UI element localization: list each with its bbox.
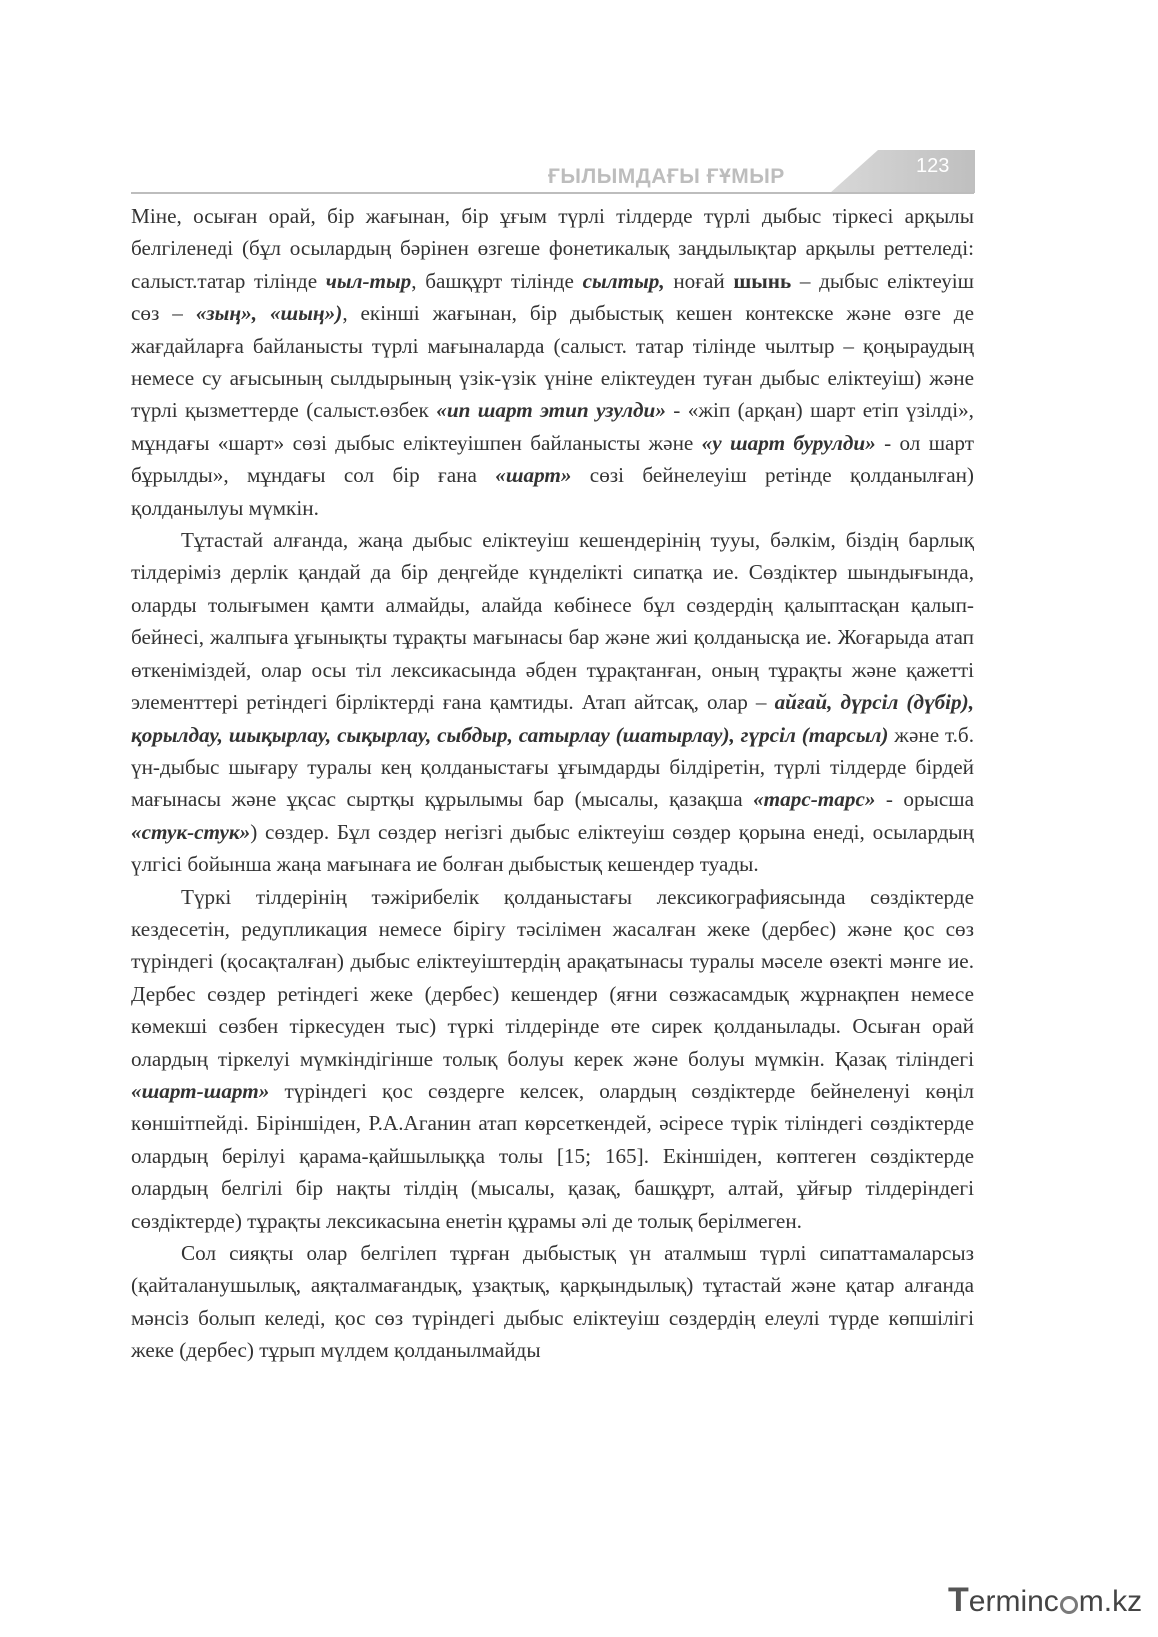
- text-run: - ол шарт бұрылды», мұндағы сол бір ғана: [131, 430, 974, 488]
- text-run: Міне, осыған орай, бір жағынан, бір ұғым түрлі тілдерде түрлі дыбыс тіркесі арқылы белгіленеді (бұл осылардың бәрінен өзгеше фонетикалық заңдылықтар арқылы реттеледі: салыст.татар тілінде: [131, 204, 974, 293]
- emphasized-term: «у шарт бурулди»: [701, 430, 876, 455]
- emphasized-term: шынь: [733, 268, 792, 293]
- watermark-t: T: [948, 1581, 969, 1619]
- text-run: ноғай: [664, 268, 734, 293]
- text-run: , башқұрт тілінде: [411, 268, 583, 293]
- page-number: 123: [916, 155, 950, 177]
- text-run: , екінші жағынан, бір дыбыстық кешен контекске және өзге де жағдайларға байланысты түрлі мағыналарда (салыст. татар тілінде чылтыр – қоңыраудың немесе су ағысының сылдырының үзік-үзік үніне еліктеуден туған дыбыс еліктеуіш) және түрлі қызметтерде (салыст.өзбек: [131, 301, 974, 423]
- paragraph: [131, 524, 974, 880]
- paragraph: [131, 881, 974, 1237]
- text-run: Сол сияқты олар белгілеп тұрған дыбыстық үн аталмыш түрлі сипаттамаларсыз (қайталанушылық, аяқталмағандық, ұзақтық, қарқындылық) тұтастай және қатар алғанда мәнсіз болып келеді, қос сөз түріндегі дыбыс еліктеуіш сөздердің елеулі түрде көпшілігі жеке (дербес) тұрып мүлдем қолданылмайды: [131, 1241, 974, 1363]
- watermark-text-2: m.kz: [1078, 1585, 1143, 1618]
- emphasized-term: «шарт-шарт»: [131, 1078, 270, 1103]
- text-run: - «жіп (арқан) шарт етіп үзілді», мұндағы «шарт» сөзі дыбыс еліктеуішпен байланысты және: [131, 398, 974, 455]
- text-run: сөзі бейнелеуіш ретінде қолданылған) қолданылуы мүмкін.: [131, 463, 974, 520]
- text-run: Тұтастай алғанда, жаңа дыбыс еліктеуіш кешендерінің тууы, бәлкім, біздің барлық тілдеріміз дерлік қандай да бір деңгейде күнделікті сипатқа ие. Сөздіктер шындығында, оларды толығымен қамти алмайды, алайда көбінесе бұл сөздердің қалыптасқан қалып-бейнесі, жалпыға ұғынықты тұрақты мағынасы бар және жиі қолданысқа ие. Жоғарыда атап өткеніміздей, олар осы тіл лексикасында әбден тұрақтанған, оның тұрақты және қажетті элементтері ретіндегі бірліктерді ғана қамтиды. Атап айтсақ, олар –: [131, 528, 974, 715]
- text-run: және т.б. үн-дыбыс шығару туралы кең қолданыстағы ұғымдарды білдіретін, түрлі тілдерде бірдей мағынасы және ұқсас сыртқы құрылымы бар (мысалы, қазақша: [131, 722, 974, 812]
- emphasized-term: сылтыр,: [582, 268, 665, 293]
- paragraph: [131, 1237, 974, 1367]
- emphasized-term: айғай, дүрсіл (дүбір), қорылдау, шықырлау, сықырлау, сыбдыр, сатырлау (шатырлау), гүрсіл (тарсыл): [131, 690, 974, 747]
- running-header-title: ҒЫЛЫМДАҒЫ ҒҰМЫР: [548, 165, 785, 188]
- termincom-logo: [948, 1583, 1142, 1617]
- text-run: Түркі тілдерінің тәжірибелік қолданыстағы лексикографиясында сөздіктерде кездесетін, редупликация немесе бірігу тәсілімен жасалған жеке (дербес) және қос сөз түріндегі (қосақталған) дыбыс еліктеуіштердің арақатынасы туралы мәселе өзекті мәнге ие. Дербес сөздер ретіндегі жеке (дербес) кешендер (яғни сөзжасамдық жұрнақпен немесе көмекші сөзбен тіркесуден тыс) түркі тілдерінде өте сирек қолданылады. Осыған орай олардың тіркелуі мүмкіндігінше толық болуы керек және болуы мүмкін. Қазақ тіліндегі: [131, 884, 974, 1071]
- paragraph: [131, 200, 974, 524]
- magnifier-icon: [1060, 1596, 1078, 1614]
- text-run: түріндегі қос сөздерге келсек, олардың сөздіктерде бейнеленуі көңіл көншітпейді. Біріншіден, Р.А.Аганин атап көрсеткендей, әсіресе түрік тіліндегі сөздіктерде олардың берілуі қарама-қайшылыққа толы [15; 165]. Екіншіден, көптеген сөздіктерде олардың белгілі бір нақты тілдің (мысалы, қазақ, башқұрт, алтай, ұйғыр тілдеріндегі сөздіктерде) тұрақты лексикасына енетін құрамы әлі де толық берілмеген.: [131, 1078, 974, 1233]
- emphasized-term: «тарс-тарс»: [753, 787, 876, 812]
- header-divider: [131, 192, 974, 194]
- header-tab-shape: [830, 150, 975, 193]
- emphasized-term: «стук-стук»: [131, 819, 251, 844]
- watermark-text-1: erminc: [968, 1585, 1059, 1618]
- emphasized-term: чыл-тыр: [325, 268, 412, 293]
- emphasized-term: «шарт»: [495, 463, 572, 488]
- text-run: ) сөздер. Бұл сөздер негізгі дыбыс еліктеуіш сөздер қорына енеді, осылардың үлгісі бойынша жаңа мағынаға ие болған дыбыстық кешендер туады.: [131, 819, 974, 877]
- text-run: - орысша: [875, 787, 974, 812]
- text-run: – дыбыс еліктеуіш сөз –: [131, 268, 974, 326]
- emphasized-term: «зың», «шың»): [195, 301, 343, 326]
- emphasized-term: «ип шарт этип узулди»: [436, 398, 666, 423]
- body-text: [131, 200, 974, 1367]
